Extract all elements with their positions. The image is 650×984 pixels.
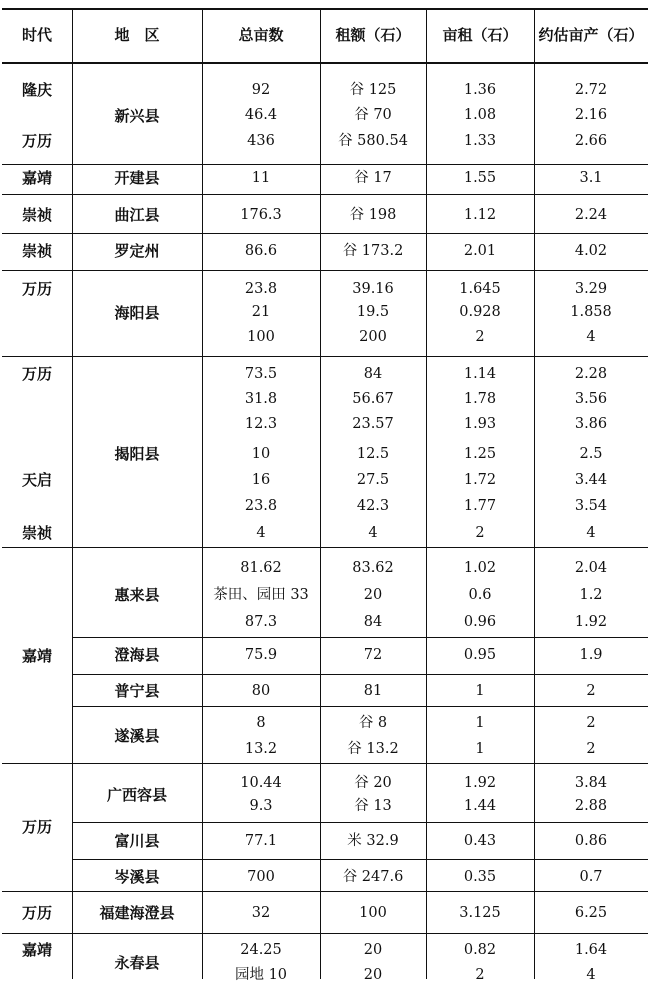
rent-value: 谷 173.2 — [342, 243, 404, 259]
total-area-value: 11 — [251, 170, 271, 186]
rent-value: 12.5 — [356, 446, 390, 462]
era-name: 万历 — [21, 280, 53, 298]
column-divider — [534, 8, 535, 979]
estimated-yield-value: 3.44 — [574, 472, 608, 488]
rent-value: 84 — [363, 366, 383, 382]
estimated-yield-value: 1.9 — [579, 647, 603, 663]
region-name: 遂溪县 — [114, 727, 160, 745]
era-name: 万历 — [21, 132, 53, 150]
rent-value: 39.16 — [352, 281, 394, 297]
era-name: 天启 — [21, 471, 53, 489]
estimated-yield-value: 3.1 — [579, 170, 603, 186]
total-area-value: 80 — [251, 683, 271, 699]
rent-value: 谷 247.6 — [342, 869, 404, 885]
total-area-value: 87.3 — [244, 614, 278, 630]
estimated-yield-value: 3.29 — [574, 281, 608, 297]
estimated-yield-value: 4 — [586, 525, 596, 541]
era-name: 万历 — [21, 365, 53, 383]
era-name: 崇祯 — [21, 206, 53, 224]
row-group-divider — [2, 270, 648, 271]
estimated-yield-value: 2.5 — [579, 446, 603, 462]
total-area-value: 81.62 — [240, 560, 282, 576]
era-name: 嘉靖 — [21, 941, 53, 959]
rent-per-mu-value: 1.78 — [463, 391, 497, 407]
row-group-divider — [2, 933, 648, 934]
rent-per-mu-value: 1.44 — [463, 798, 497, 814]
total-area-value: 86.6 — [244, 243, 278, 259]
estimated-yield-value: 1.64 — [574, 942, 608, 958]
rent-value: 谷 13.2 — [347, 741, 399, 757]
rent-value: 81 — [363, 683, 383, 699]
column-header: 租额（石） — [335, 26, 411, 44]
estimated-yield-value: 0.86 — [574, 833, 608, 849]
rent-value: 84 — [363, 614, 383, 630]
region-name: 广西容县 — [106, 785, 168, 804]
region-name: 海阳县 — [114, 304, 160, 322]
total-area-value: 23.8 — [244, 281, 278, 297]
rent-value: 20 — [363, 587, 383, 603]
estimated-yield-value: 1.2 — [579, 587, 603, 603]
rent-per-mu-value: 1.33 — [463, 133, 497, 149]
estimated-yield-value: 1.858 — [570, 304, 612, 320]
rent-per-mu-value: 0.6 — [468, 587, 492, 603]
estimated-yield-value: 2.72 — [574, 82, 608, 98]
rent-value: 200 — [359, 329, 387, 345]
total-area-value: 12.3 — [244, 416, 278, 432]
total-area-value: 21 — [251, 304, 271, 320]
column-divider — [72, 8, 73, 979]
rent-value: 谷 70 — [354, 107, 392, 123]
rent-value: 4 — [368, 525, 378, 541]
rent-per-mu-value: 0.96 — [463, 614, 497, 630]
total-area-value: 13.2 — [244, 741, 278, 757]
region-divider — [72, 637, 648, 638]
era-name: 嘉靖 — [21, 169, 53, 187]
column-header: 时代 — [21, 26, 53, 44]
rent-value: 100 — [359, 905, 387, 921]
rent-per-mu-value: 1.12 — [463, 207, 497, 223]
rent-value: 谷 8 — [358, 715, 388, 731]
estimated-yield-value: 0.7 — [579, 869, 603, 885]
rent-value: 20 — [363, 967, 383, 983]
total-area-value: 8 — [256, 715, 266, 731]
era-name: 崇祯 — [21, 524, 53, 542]
rent-per-mu-value: 1.55 — [463, 170, 497, 186]
row-group-divider — [2, 547, 648, 548]
estimated-yield-value: 4.02 — [574, 243, 608, 259]
row-group-divider — [2, 763, 648, 764]
region-name: 永春县 — [114, 953, 160, 972]
row-group-divider — [2, 164, 648, 165]
estimated-yield-value: 2 — [586, 683, 596, 699]
region-name: 普宁县 — [114, 682, 160, 700]
rent-per-mu-value: 1 — [475, 741, 485, 757]
total-area-value: 园地 10 — [234, 967, 288, 983]
rent-value: 56.67 — [352, 391, 394, 407]
region-name: 惠来县 — [114, 586, 160, 604]
estimated-yield-value: 3.54 — [574, 498, 608, 514]
total-area-value: 31.8 — [244, 391, 278, 407]
total-area-value: 77.1 — [244, 833, 278, 849]
rent-per-mu-value: 2 — [475, 967, 485, 983]
total-area-value: 46.4 — [244, 107, 278, 123]
estimated-yield-value: 2.66 — [574, 133, 608, 149]
rent-per-mu-value: 1.645 — [459, 281, 501, 297]
estimated-yield-value: 2.24 — [574, 207, 608, 223]
rent-per-mu-value: 2 — [475, 525, 485, 541]
estimated-yield-value: 4 — [586, 329, 596, 345]
region-name: 新兴县 — [114, 106, 160, 125]
rent-per-mu-value: 3.125 — [459, 905, 501, 921]
column-divider — [202, 8, 203, 979]
total-area-value: 100 — [247, 329, 275, 345]
rent-per-mu-value: 1.25 — [463, 446, 497, 462]
region-name: 开建县 — [114, 169, 160, 187]
rent-per-mu-value: 0.928 — [459, 304, 501, 320]
rent-per-mu-value: 1.36 — [463, 82, 497, 98]
region-name: 澄海县 — [114, 646, 160, 664]
column-header: 亩租（石） — [442, 26, 518, 44]
rent-per-mu-value: 2 — [475, 329, 485, 345]
era-name: 嘉靖 — [21, 647, 53, 665]
row-group-divider — [2, 233, 648, 234]
column-divider — [320, 8, 321, 979]
era-name: 万历 — [21, 818, 53, 836]
rent-value: 72 — [363, 647, 383, 663]
estimated-yield-value: 2 — [586, 715, 596, 731]
column-header: 总亩数 — [238, 26, 284, 44]
total-area-value: 24.25 — [240, 942, 282, 958]
rent-per-mu-value: 0.95 — [463, 647, 497, 663]
rent-per-mu-value: 2.01 — [463, 243, 497, 259]
rent-per-mu-value: 1 — [475, 715, 485, 731]
estimated-yield-value: 4 — [586, 967, 596, 983]
region-divider — [72, 674, 648, 675]
estimated-yield-value: 2.28 — [574, 366, 608, 382]
rent-per-mu-value: 1.92 — [463, 775, 497, 791]
rent-per-mu-value: 0.43 — [463, 833, 497, 849]
row-group-divider — [2, 356, 648, 357]
estimated-yield-value: 2.16 — [574, 107, 608, 123]
total-area-value: 75.9 — [244, 647, 278, 663]
rent-per-mu-value: 1.77 — [463, 498, 497, 514]
rent-per-mu-value: 1.93 — [463, 416, 497, 432]
estimated-yield-value: 2.88 — [574, 798, 608, 814]
era-name: 万历 — [21, 904, 53, 922]
rent-value: 19.5 — [356, 304, 390, 320]
rent-value: 谷 17 — [354, 170, 392, 186]
column-divider — [426, 8, 427, 979]
rent-value: 42.3 — [356, 498, 390, 514]
rent-value: 米 32.9 — [347, 833, 399, 849]
total-area-value: 92 — [251, 82, 271, 98]
row-group-divider — [2, 891, 648, 892]
rent-per-mu-value: 1.72 — [463, 472, 497, 488]
total-area-value: 73.5 — [244, 366, 278, 382]
rent-per-mu-value: 0.82 — [463, 942, 497, 958]
total-area-value: 茶田、园田 33 — [213, 587, 309, 603]
rent-value: 谷 125 — [349, 82, 397, 98]
rent-per-mu-value: 1.02 — [463, 560, 497, 576]
estimated-yield-value: 6.25 — [574, 905, 608, 921]
region-name: 富川县 — [114, 832, 160, 850]
row-group-divider — [2, 194, 648, 195]
estimated-yield-value: 2.04 — [574, 560, 608, 576]
region-divider — [72, 822, 648, 823]
total-area-value: 700 — [247, 869, 275, 885]
estimated-yield-value: 3.86 — [574, 416, 608, 432]
rent-value: 27.5 — [356, 472, 390, 488]
header-divider — [2, 62, 648, 64]
table-top-border — [2, 8, 648, 10]
era-name: 崇祯 — [21, 242, 53, 260]
rent-per-mu-value: 1.08 — [463, 107, 497, 123]
total-area-value: 32 — [251, 905, 271, 921]
rent-value: 谷 198 — [349, 207, 397, 223]
total-area-value: 16 — [251, 472, 271, 488]
column-header: 约估亩产（石） — [538, 26, 644, 44]
rent-per-mu-value: 1.14 — [463, 366, 497, 382]
region-name: 福建海澄县 — [99, 904, 175, 922]
total-area-value: 176.3 — [240, 207, 282, 223]
total-area-value: 10.44 — [240, 775, 282, 791]
rent-value: 20 — [363, 942, 383, 958]
rent-per-mu-value: 1 — [475, 683, 485, 699]
total-area-value: 4 — [256, 525, 266, 541]
rent-value: 23.57 — [352, 416, 394, 432]
rent-per-mu-value: 0.35 — [463, 869, 497, 885]
rent-value: 83.62 — [352, 560, 394, 576]
total-area-value: 10 — [251, 446, 271, 462]
rent-value: 谷 580.54 — [338, 133, 408, 149]
estimated-yield-value: 3.84 — [574, 775, 608, 791]
total-area-value: 23.8 — [244, 498, 278, 514]
region-name: 岑溪县 — [114, 868, 160, 886]
estimated-yield-value: 1.92 — [574, 614, 608, 630]
era-name: 隆庆 — [21, 81, 53, 99]
total-area-value: 9.3 — [249, 798, 273, 814]
rent-value: 谷 20 — [354, 775, 392, 791]
rent-value: 谷 13 — [354, 798, 392, 814]
region-name: 罗定州 — [114, 242, 160, 260]
region-name: 曲江县 — [114, 206, 160, 224]
estimated-yield-value: 2 — [586, 741, 596, 757]
region-name: 揭阳县 — [114, 444, 160, 463]
region-divider — [72, 859, 648, 860]
total-area-value: 436 — [247, 133, 275, 149]
region-divider — [72, 706, 648, 707]
estimated-yield-value: 3.56 — [574, 391, 608, 407]
rent-table — [2, 8, 648, 983]
column-header: 地 区 — [114, 26, 160, 44]
